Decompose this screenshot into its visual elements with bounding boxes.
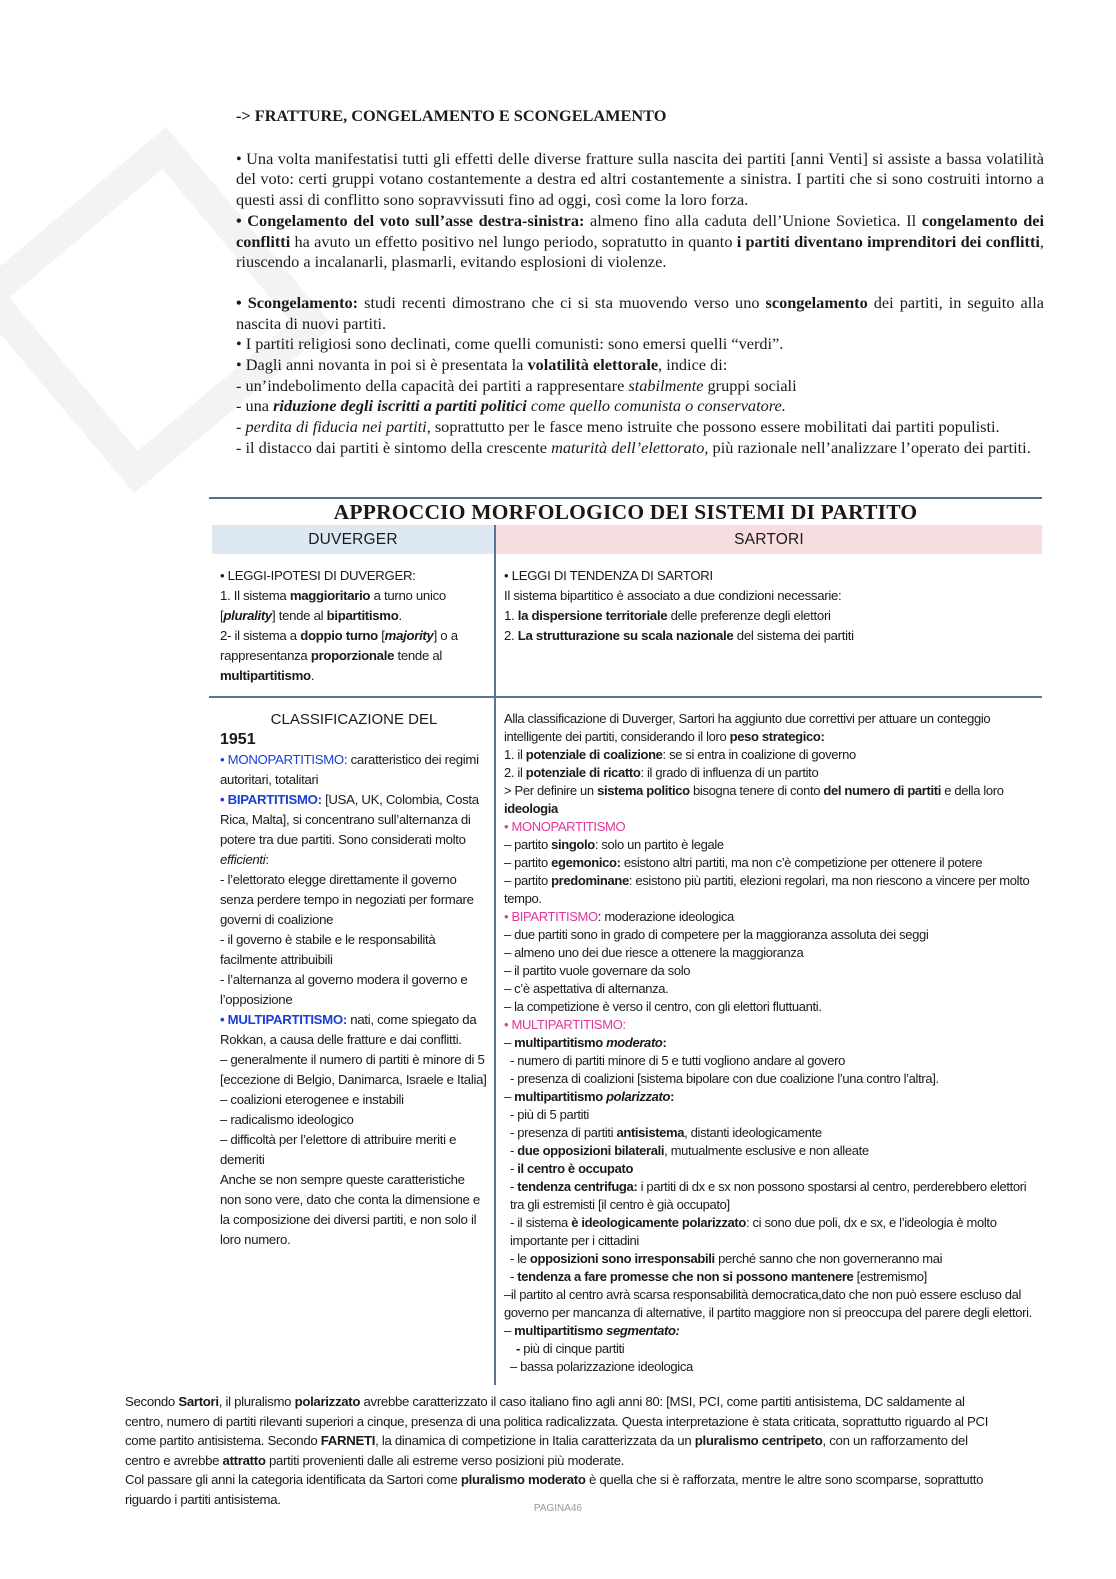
list-item: – multipartitismo segmentato: bbox=[504, 1323, 680, 1338]
classification-year: 1951 bbox=[220, 731, 256, 748]
multipartitismo-heading: • MULTIPARTITISMO: bbox=[504, 1017, 626, 1032]
table-row-divider bbox=[209, 696, 1042, 698]
list-item: - l’alternanza al governo modera il governo e l’opposizione bbox=[220, 972, 468, 1007]
list-item: > Per definire un sistema politico bisogna tenere di conto del numero di partiti e della loro ideologia bbox=[504, 783, 1004, 816]
list-item: - il distacco dai partiti è sintomo della crescente maturità dell’elettorato, più razionale nell’analizzare l’operato dei partiti. bbox=[236, 437, 1031, 457]
section-heading: -> FRATTURE, CONGELAMENTO E SCONGELAMENTO bbox=[236, 106, 667, 125]
section-fratture bbox=[236, 106, 1044, 459]
sartori-laws-heading: • LEGGI DI TENDENZA DI SARTORI bbox=[504, 568, 713, 583]
list-item: – bassa polarizzazione ideologica bbox=[510, 1359, 693, 1374]
list-item: – due partiti sono in grado di competere per la maggioranza assoluta dei seggi bbox=[504, 927, 929, 942]
classification-title: CLASSIFICAZIONE DEL bbox=[270, 711, 438, 728]
list-item: – il partito vuole governare da solo bbox=[504, 963, 691, 978]
list-item: - più di 5 partiti bbox=[510, 1107, 589, 1122]
list-item: – generalmente il numero di partiti è minore di 5 [eccezione di Belgio, Danimarca, Israele e Italia] bbox=[220, 1052, 487, 1087]
list-item: – partito egemonico: esistono altri partiti, ma non c’è competizione per ottenere il potere bbox=[504, 855, 983, 870]
column-header-sartori: SARTORI bbox=[496, 525, 1042, 554]
list-item: – multipartitismo moderato: bbox=[504, 1035, 667, 1050]
multipartitismo-item: • MULTIPARTITISMO: nati, come spiegato da Rokkan, a causa delle fratture e dai conflitti. bbox=[220, 1012, 477, 1047]
list-item: - più di cinque partiti bbox=[516, 1341, 625, 1356]
list-item: 1. il potenziale di coalizione: se si entra in coalizione di governo bbox=[504, 747, 856, 762]
list-item: – radicalismo ideologico bbox=[220, 1112, 354, 1127]
list-item: – coalizioni eterogenee e instabili bbox=[220, 1092, 404, 1107]
sartori-laws-cell bbox=[504, 566, 1038, 646]
list-item: –il partito al centro avrà scarsa responsabilità democratica,dato che non può essere escluso dal governo per mancanza di alternative, il partito maggiore non si preoccupa del parere degli elettori. bbox=[504, 1287, 1032, 1320]
list-item: 1. Il sistema maggioritario a turno unico [plurality] tende al bipartitismo. bbox=[220, 588, 446, 623]
classification-conclusion: Anche se non sempre queste caratteristiche non sono vere, dato che conta la dimensione e la composizione dei diversi partiti, e non solo il loro numero. bbox=[220, 1172, 480, 1247]
list-item: – multipartitismo polarizzato: bbox=[504, 1089, 675, 1104]
monopartitismo-heading: • MONOPARTITISMO bbox=[504, 819, 626, 834]
list-item: - una riduzione degli iscritti a partiti politici come quello comunista o conservatore. bbox=[236, 396, 786, 416]
monopartitismo-item: • MONOPARTITISMO: caratteristico dei regimi autoritari, totalitari bbox=[220, 752, 479, 787]
page-number: PAGINA46 bbox=[533, 1503, 583, 1514]
paragraph-scongelamento: • Scongelamento: studi recenti dimostrano che ci si sta muovendo verso uno scongelamento dei partiti, in seguito alla nascita di nuovi partiti. bbox=[236, 292, 1045, 333]
paragraph-congelamento: • Congelamento del voto sull’asse destra-sinistra: almeno fino alla caduta dell’Unione Sovietica. Il congelamento dei conflitti ha avuto un effetto positivo nel lungo periodo, sopratutto in quanto i partiti diventano imprenditori dei conflitti, riuscendo a incalanarli, plasmarli, evitando esplosioni di violenze. bbox=[236, 210, 1045, 272]
duverger-classification-cell bbox=[220, 710, 488, 1250]
list-item: - un’indebolimento della capacità dei partiti a rappresentare stabilmente gruppi sociali bbox=[236, 375, 797, 395]
list-item: - presenza di coalizioni [sistema bipolare con due coalizione l’una contro l’altra]. bbox=[510, 1071, 939, 1086]
paragraph-fratture: • Una volta manifestatisi tutti gli effetti delle diverse fratture sulla nascita dei partiti [anni Venti] si assiste a bassa volatilità del voto: certi gruppi votano costantemente a destra ed altri costantemente a sinistra. I partiti che si sono costruiti intorno a questi assi di conflitto sono sopravvissuti fino ad oggi, così come la loro forza. bbox=[236, 148, 1044, 210]
list-item: - il governo è stabile e le responsabilità facilmente attribuibili bbox=[220, 932, 436, 967]
list-item: - l’elettorato elegge direttamente il governo senza perdere tempo in negoziati per formare governi di coalizione bbox=[220, 872, 474, 927]
paragraph-sartori-italy: Secondo Sartori, il pluralismo polarizzato avrebbe caratterizzato il caso italiano fino agli anni 80: [MSI, PCI, come partiti antisistema, DC saldamente al centro, numero di partiti rilevanti superiori a cinque, presenza di una politica radicalizzata. Questa interpretazione è stata criticata, soprattutto riguardo al PCI come partito antisistema. Secondo FARNETI, la dinamica di competizione in Italia caratterizzata da un pluralismo centripeto, con un rafforzamento del centro e avrebbe attratto partiti provenienti dalle ali estreme verso posizioni più moderate. bbox=[125, 1394, 989, 1468]
list-item: 2. La strutturazione su scala nazionale del sistema dei partiti bbox=[504, 628, 854, 643]
bipartitismo-heading: • BIPARTITISMO: moderazione ideologica bbox=[504, 909, 734, 924]
column-header-duverger: DUVERGER bbox=[212, 525, 494, 554]
paragraph-pluralismo-moderato: Col passare gli anni la categoria identificata da Sartori come pluralismo moderato è quella che si è rafforzata, mentre le altre sono scomparse, soprattutto riguardo i partiti antisistema. bbox=[125, 1472, 984, 1507]
list-item: 2. il potenziale di ricatto: il grado di influenza di un partito bbox=[504, 765, 819, 780]
list-item: 1. la dispersione territoriale delle preferenze degli elettori bbox=[504, 608, 831, 623]
paragraph-volatilita: • Dagli anni novanta in poi si è presentata la volatilità elettorale, indice di: bbox=[236, 355, 728, 375]
duverger-laws-cell bbox=[220, 566, 488, 686]
list-item: - il sistema è ideologicamente polarizzato: ci sono due poli, dx e sx, e l’ideologia è molto importante per i cittadini bbox=[510, 1215, 997, 1248]
list-item: - due opposizioni bilaterali, mutualmente esclusive e non alleate bbox=[510, 1143, 869, 1158]
list-item: 2- il sistema a doppio turno [majority] o a rappresentanza proporzionale tende al multipartitismo. bbox=[220, 628, 458, 683]
list-item: - presenza di partiti antisistema, distanti ideologicamente bbox=[510, 1125, 822, 1140]
list-item: – almeno uno dei due riesce a ottenere la maggioranza bbox=[504, 945, 804, 960]
list-item: - il centro è occupato bbox=[510, 1161, 634, 1176]
table-title: APPROCCIO MORFOLOGICO DEI SISTEMI DI PARTITO bbox=[333, 500, 918, 524]
list-item: – la competizione è verso il centro, con gli elettori fluttuanti. bbox=[504, 999, 822, 1014]
list-item: - tendenza a fare promesse che non si possono mantenere [estremismo] bbox=[510, 1269, 927, 1284]
list-item: – partito singolo: solo un partito è legale bbox=[504, 837, 724, 852]
list-item: - perdita di fiducia nei partiti, soprattutto per le fasce meno istruite che possono essere mobilitati dai partiti populisti. bbox=[236, 417, 1000, 437]
duverger-laws-heading: • LEGGI-IPOTESI DI DUVERGER: bbox=[220, 568, 416, 583]
bipartitismo-item: • BIPARTITISMO: [USA, UK, Colombia, Costa Rica, Malta], si concentrano sull’alternanza di potere tra due partiti. Sono considerati molto efficienti: bbox=[220, 792, 479, 867]
sartori-classification-cell bbox=[504, 710, 1038, 1376]
conclusion-text bbox=[125, 1392, 1005, 1509]
sartori-intro: Alla classificazione di Duverger, Sartori ha aggiunto due correttivi per attuare un conteggio intelligente dei partiti, considerando il loro peso strategico: bbox=[504, 711, 991, 744]
list-item: - numero di partiti minore di 5 e tutti vogliono andare al govero bbox=[510, 1053, 845, 1068]
paragraph-partiti-religiosi: • I partiti religiosi sono declinati, come quelli comunisti: sono emersi quelli “verdi”. bbox=[236, 334, 784, 354]
list-item: – c’è aspettativa di alternanza. bbox=[504, 981, 669, 996]
list-item: - le opposizioni sono irresponsabili perché sanno che non governeranno mai bbox=[510, 1251, 943, 1266]
sartori-laws-intro: Il sistema bipartitico è associato a due condizioni necessarie: bbox=[504, 588, 842, 603]
list-item: – difficoltà per l’elettore di attribuire meriti e demeriti bbox=[220, 1132, 457, 1167]
table-column-divider bbox=[494, 525, 496, 1385]
list-item: – partito predominane: esistono più partiti, elezioni regolari, ma non riescono a vincere per molto tempo. bbox=[504, 873, 1030, 906]
list-item: - tendenza centrifuga: i partiti di dx e sx non possono spostarsi al centro, perderebbero elettori tra gli estremisti [il centro è già occupato] bbox=[510, 1179, 1027, 1212]
